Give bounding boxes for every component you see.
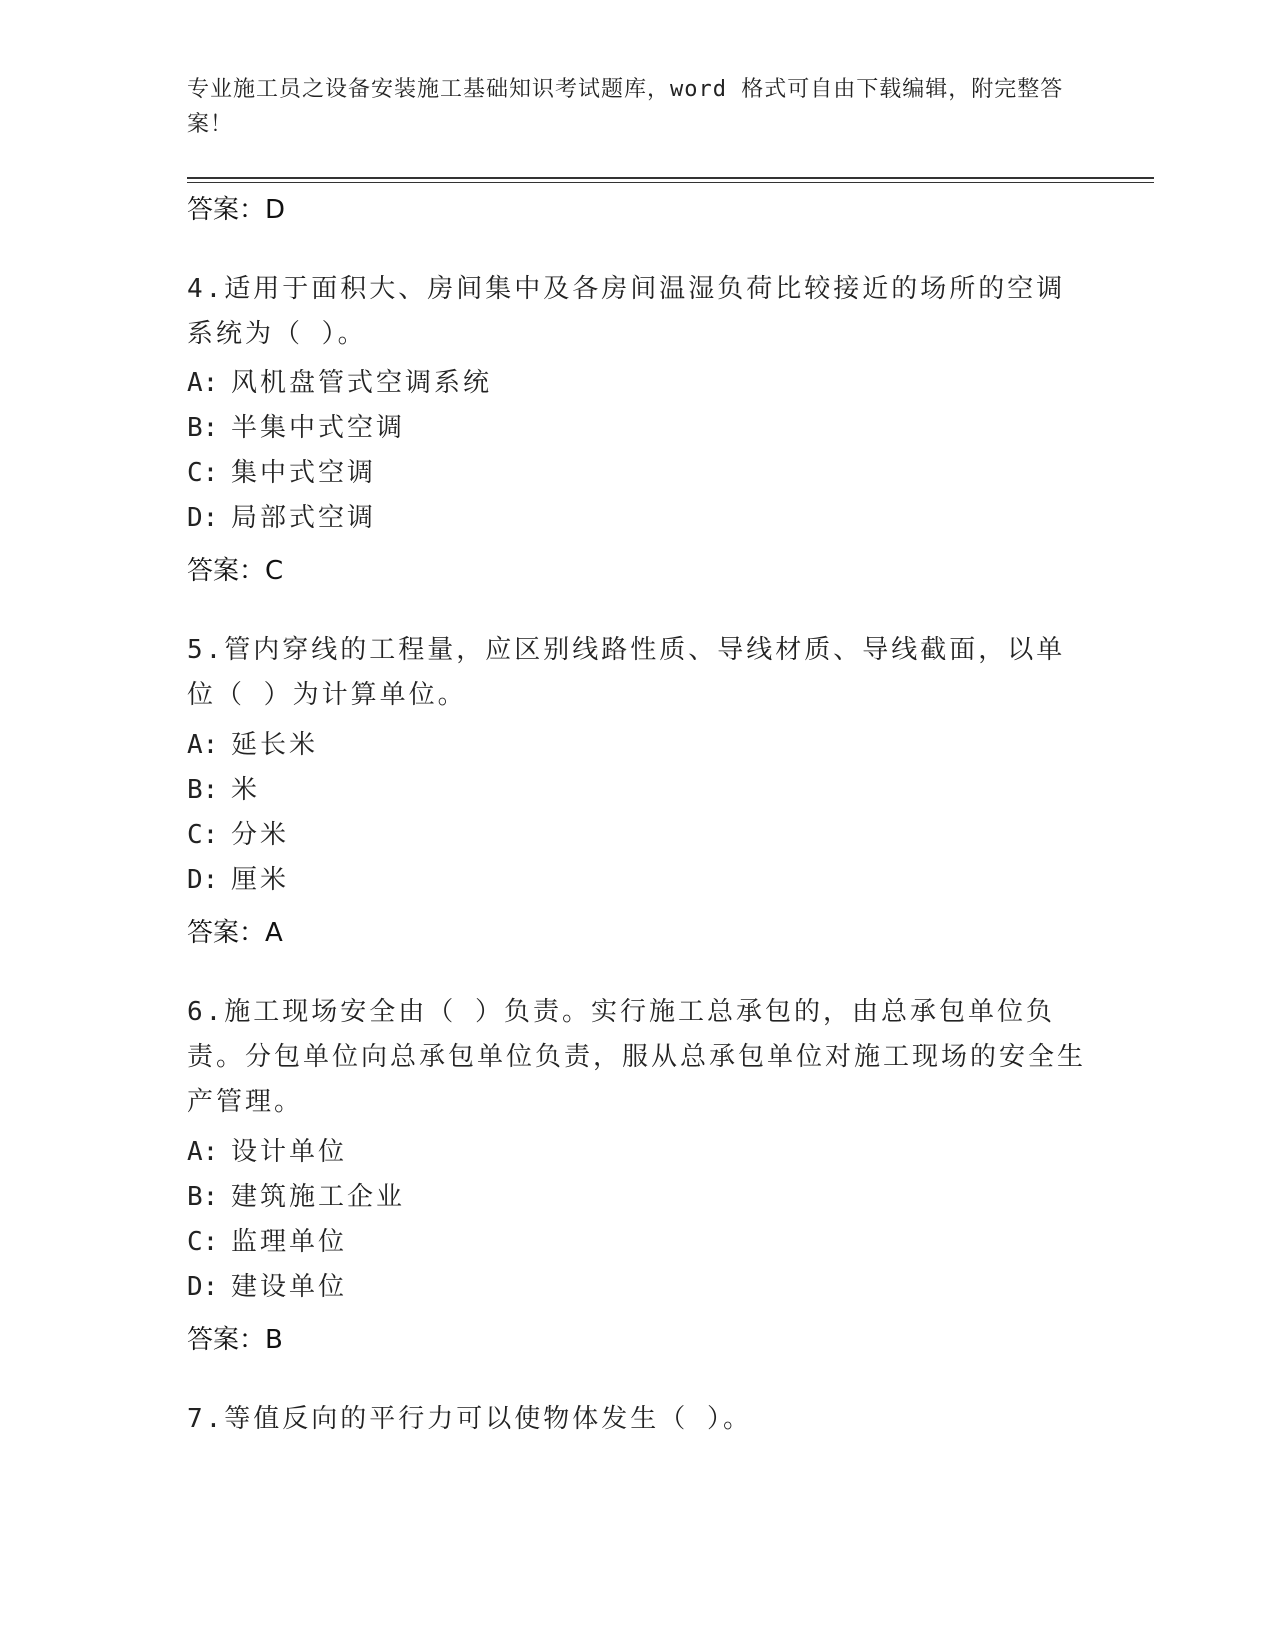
question-6-option-d — [187, 1269, 347, 1305]
option-text: 分米 — [231, 820, 290, 850]
question-4-text: 4.适用于面积大、房间集中及各房间温湿负荷比较接近的场所的空调系统为（ ）。 — [187, 274, 1066, 349]
question-6-option-a — [187, 1134, 347, 1170]
option-letter: B: — [187, 413, 219, 443]
option-letter: B: — [187, 1182, 219, 1212]
question-5-text: 5.管内穿线的工程量，应区别线路性质、导线材质、导线截面，以单位（ ）为计算单位。 — [187, 635, 1066, 710]
option-letter: A: — [187, 1137, 219, 1167]
answer-q5: 答案：A — [187, 918, 283, 948]
option-letter: C: — [187, 820, 219, 850]
question-4-option-a — [187, 365, 492, 401]
option-text: 风机盘管式空调系统 — [231, 368, 493, 398]
option-text: 延长米 — [231, 730, 319, 760]
option-text: 半集中式空调 — [231, 413, 406, 443]
document-header: 专业施工员之设备安装施工基础知识考试题库，word 格式可自由下载编辑，附完整答案！ — [187, 77, 1064, 137]
header-divider-thin — [187, 182, 1154, 183]
question-6-text: 6.施工现场安全由（ ）负责。实行施工总承包的，由总承包单位负责。分包单位向总承包单位负责，服从总承包单位对施工现场的安全生产管理。 — [187, 997, 1087, 1117]
question-7-text: 7.等值反向的平行力可以使物体发生（ ）。 — [187, 1404, 752, 1434]
option-text: 集中式空调 — [231, 458, 377, 488]
option-letter: D: — [187, 503, 219, 533]
option-letter: D: — [187, 1272, 219, 1302]
question-5-option-b — [187, 772, 260, 808]
option-text: 监理单位 — [231, 1227, 348, 1257]
question-4-option-c — [187, 455, 376, 491]
answer-q6: 答案：B — [187, 1325, 283, 1355]
question-5-option-c — [187, 817, 289, 853]
option-text: 建设单位 — [231, 1272, 348, 1302]
option-letter: B: — [187, 775, 219, 805]
answer-q3: 答案：D — [187, 195, 286, 225]
option-letter: C: — [187, 458, 219, 488]
option-text: 厘米 — [231, 865, 290, 895]
question-4-option-d — [187, 500, 376, 536]
question-4-option-b — [187, 410, 405, 446]
question-5-option-d — [187, 862, 289, 898]
answer-q4: 答案：C — [187, 556, 284, 586]
header-divider-thick — [187, 177, 1154, 179]
option-letter: A: — [187, 368, 219, 398]
question-5-option-a — [187, 727, 318, 763]
question-6-option-c — [187, 1224, 347, 1260]
option-letter: A: — [187, 730, 219, 760]
option-letter: D: — [187, 865, 219, 895]
option-letter: C: — [187, 1227, 219, 1257]
option-text: 建筑施工企业 — [231, 1182, 406, 1212]
question-6-option-b — [187, 1179, 405, 1215]
option-text: 局部式空调 — [231, 503, 377, 533]
option-text: 米 — [231, 775, 261, 805]
option-text: 设计单位 — [231, 1137, 348, 1167]
